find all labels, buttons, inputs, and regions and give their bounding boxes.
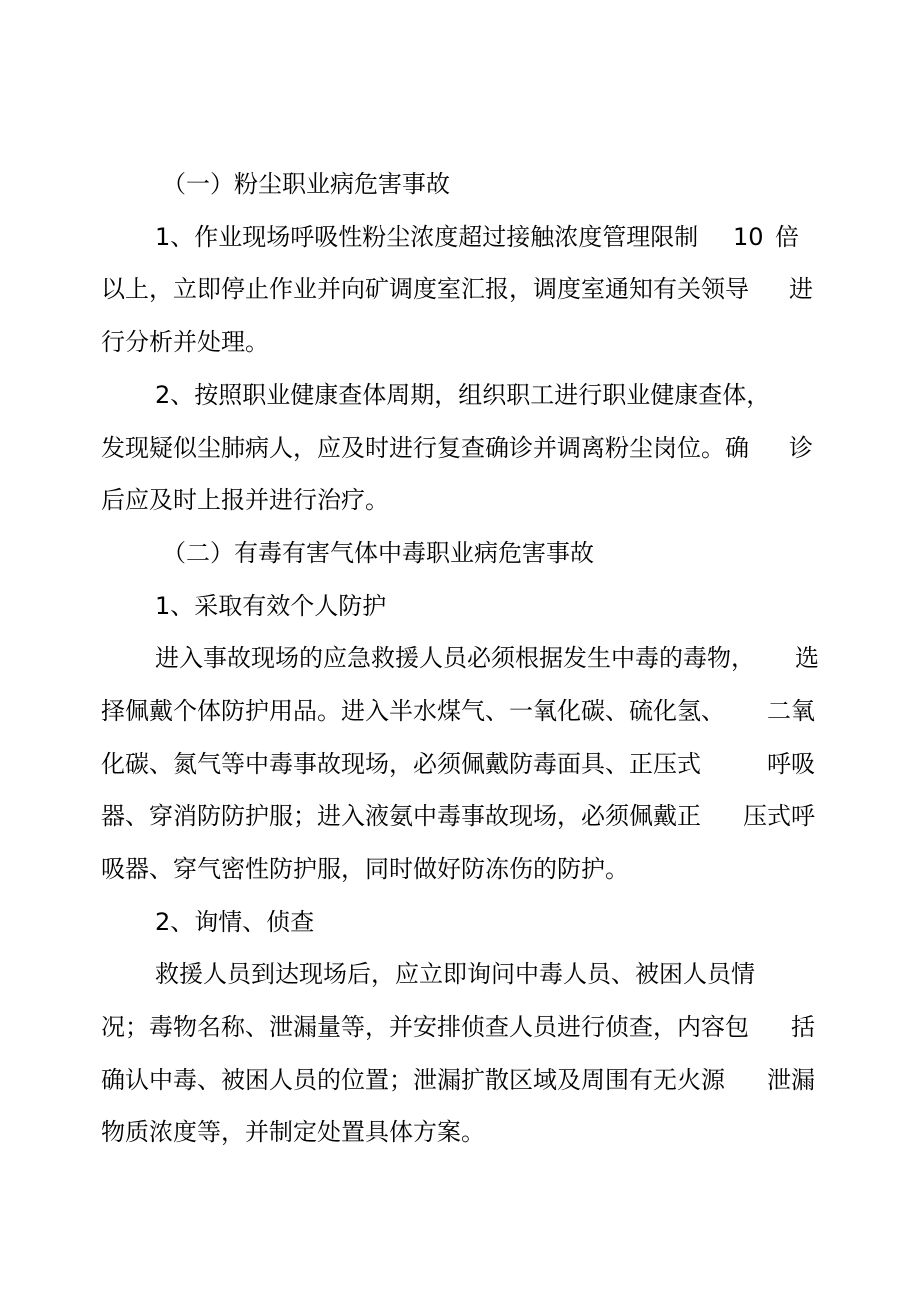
paragraph-line: 物质浓度等，并制定处置具体方案。 — [101, 1118, 485, 1146]
paragraph-line: 二氧 — [767, 697, 815, 725]
paragraph-line: 2、按照职业健康查体周期，组织职工进行职业健康查体， — [155, 381, 771, 409]
paragraph-line: 泄漏 — [767, 1066, 815, 1094]
paragraph-line: 吸器、穿气密性防护服，同时做好防冻伤的防护。 — [101, 855, 629, 883]
paragraph-line: 进入事故现场的应急救援人员必须根据发生中毒的毒物， — [155, 644, 755, 672]
subsection-title: 2、询情、侦查 — [155, 908, 315, 936]
section-heading-1: （一）粉尘职业病危害事故 — [162, 170, 450, 198]
paragraph-line: 后应及时上报并进行治疗。 — [101, 486, 389, 514]
paragraph-line: 器、穿消防防护服；进入液氨中毒事故现场，必须佩戴正 — [101, 802, 701, 830]
paragraph-line: 10 — [733, 223, 764, 251]
paragraph-line: 呼吸 — [767, 750, 815, 778]
paragraph-line: 况；毒物名称、泄漏量等，并安排侦查人员进行侦查，内容包 — [101, 1013, 749, 1041]
paragraph-line: 救援人员到达现场后，应立即询问中毒人员、被困人员情 — [155, 960, 755, 988]
paragraph-line: 进 — [789, 275, 813, 303]
paragraph-line: 诊 — [789, 434, 813, 462]
paragraph-line: 括 — [791, 1013, 815, 1041]
paragraph-line: 1、作业现场呼吸性粉尘浓度超过接触浓度管理限制 — [155, 223, 699, 251]
paragraph-line: 选 — [795, 644, 819, 672]
paragraph-line: 倍 — [775, 223, 799, 251]
paragraph-line: 确认中毒、被困人员的位置；泄漏扩散区域及周围有无火源 — [101, 1066, 725, 1094]
paragraph-line: 压式呼 — [743, 802, 815, 830]
paragraph-line: 化碳、氮气等中毒事故现场，必须佩戴防毒面具、正压式 — [101, 750, 701, 778]
paragraph-line: 以上，立即停止作业并向矿调度室汇报，调度室通知有关领导 — [101, 275, 749, 303]
paragraph-line: 行分析并处理。 — [101, 328, 269, 356]
paragraph-line: 发现疑似尘肺病人，应及时进行复查确诊并调离粉尘岗位。确 — [101, 434, 749, 462]
paragraph-line: 择佩戴个体防护用品。进入半水煤气、一氧化碳、硫化氢、 — [101, 697, 725, 725]
section-heading-2: （二）有毒有害气体中毒职业病危害事故 — [162, 539, 594, 567]
subsection-title: 1、采取有效个人防护 — [155, 592, 387, 620]
